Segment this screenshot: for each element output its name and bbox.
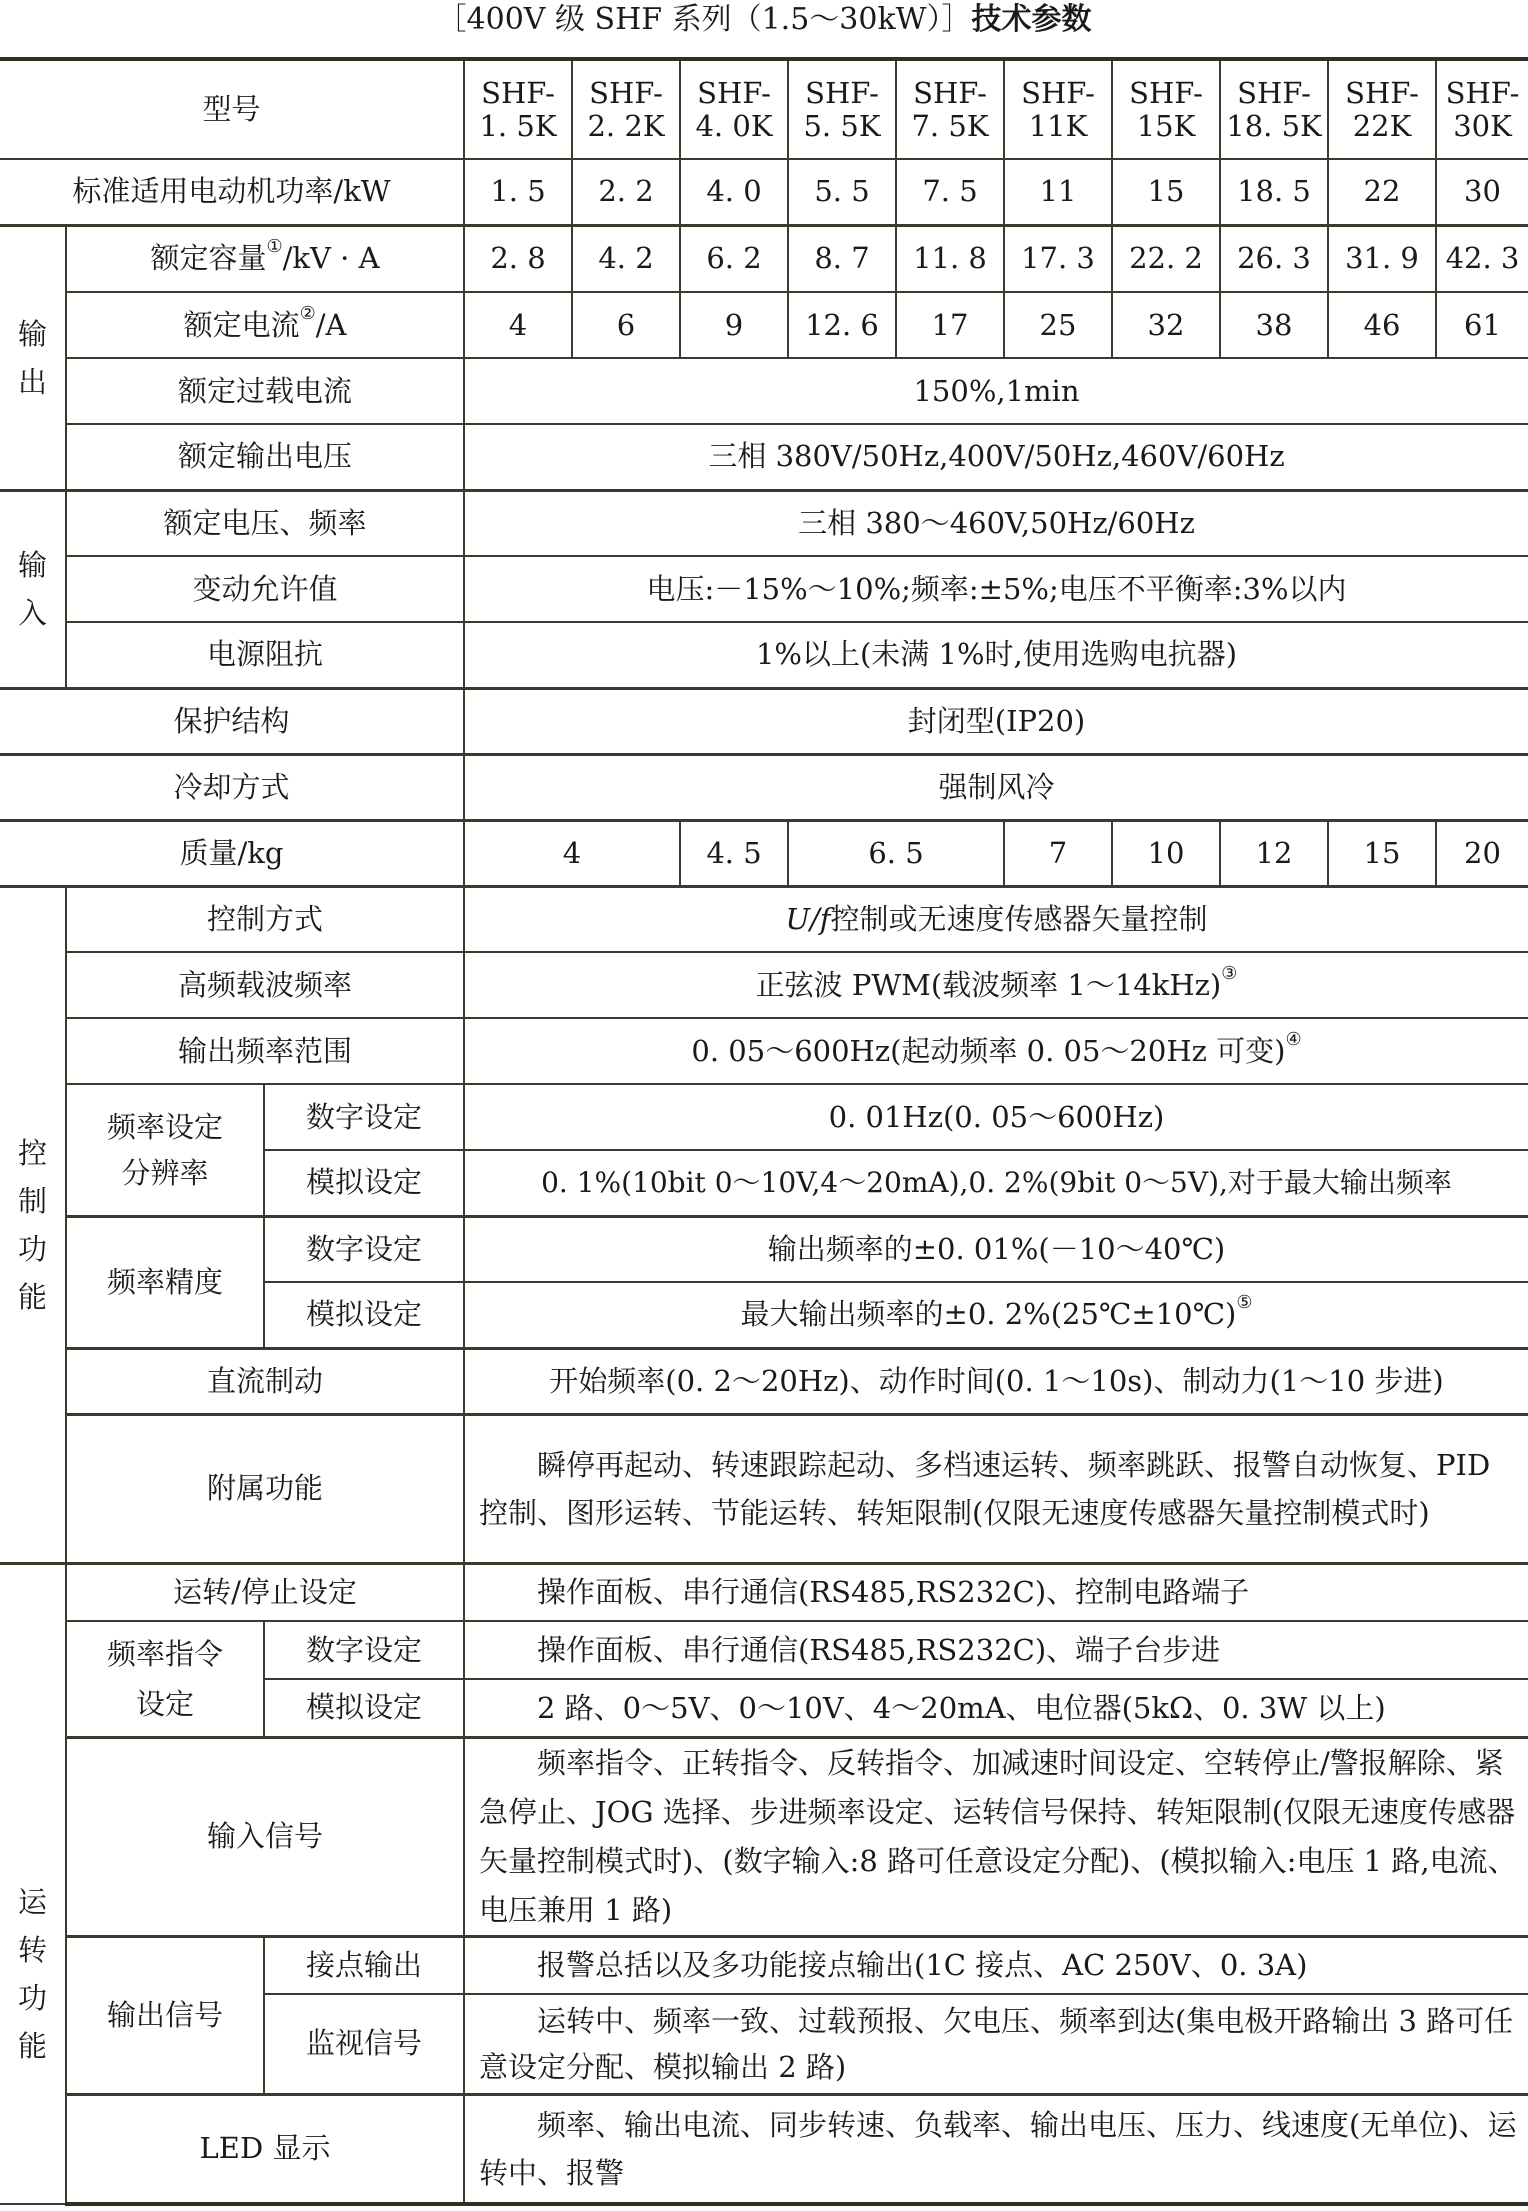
value-cell: 42. 3 — [1436, 225, 1528, 292]
protection-value: 封闭型(IP20) — [464, 688, 1528, 754]
footnote-marker: ⑤ — [1236, 1292, 1253, 1314]
row-output-voltage — [0, 424, 1528, 490]
row-input-tolerance — [0, 556, 1528, 622]
row-led — [0, 2094, 1528, 2204]
value-cell: 46 — [1328, 292, 1436, 358]
value-cell: 17 — [896, 292, 1004, 358]
model-cell: SHF- 4. 0K — [680, 59, 788, 159]
carrier-label: 高频载波频率 — [66, 952, 464, 1018]
resolution-digital-label: 数字设定 — [264, 1084, 464, 1150]
extra-functions-label: 附属功能 — [66, 1414, 464, 1563]
carrier-value: 正弦波 PWM(载波频率 1～14kHz)③ — [464, 952, 1528, 1018]
control-method-label: 控制方式 — [66, 886, 464, 952]
input-tolerance-label: 变动允许值 — [66, 556, 464, 622]
output-contact-label: 接点输出 — [264, 1936, 464, 1994]
row-overload — [0, 358, 1528, 424]
value-cell: 4. 0 — [680, 159, 788, 225]
row-accuracy-digital — [0, 1216, 1528, 1282]
value-cell: 12. 6 — [788, 292, 896, 358]
footnote-marker: ④ — [1285, 1028, 1302, 1050]
value-cell: 4 — [464, 292, 572, 358]
group-operation: 运 转 功 能 — [0, 1563, 66, 2204]
mass-label: 质量/kg — [0, 820, 464, 886]
overload-value: 150%,1min — [464, 358, 1528, 424]
accuracy-analog-label: 模拟设定 — [264, 1282, 464, 1348]
value-cell: 15 — [1328, 820, 1436, 886]
value-cell: 38 — [1220, 292, 1328, 358]
value-cell: 2. 8 — [464, 225, 572, 292]
value-cell: 22 — [1328, 159, 1436, 225]
run-stop-value: 操作面板、串行通信(RS485,RS232C)、控制电路端子 — [464, 1563, 1528, 1621]
value-cell: 11. 8 — [896, 225, 1004, 292]
value-cell: 4. 2 — [572, 225, 680, 292]
footnote-marker: ③ — [1221, 962, 1238, 984]
row-motor-power — [0, 159, 1528, 225]
output-signal-label: 输出信号 — [66, 1936, 264, 2094]
row-carrier — [0, 952, 1528, 1018]
value-cell: 17. 3 — [1004, 225, 1112, 292]
accuracy-digital-label: 数字设定 — [264, 1216, 464, 1282]
row-cooling — [0, 754, 1528, 820]
freq-cmd-label: 频率指令 设定 — [66, 1621, 264, 1737]
footnote-marker: ① — [266, 236, 283, 258]
input-impedance-value: 1%以上(未满 1%时,使用选购电抗器) — [464, 622, 1528, 688]
input-rated-label: 额定电压、频率 — [66, 490, 464, 556]
freq-range-label: 输出频率范围 — [66, 1018, 464, 1084]
row-run-stop — [0, 1563, 1528, 1621]
model-cell: SHF- 18. 5K — [1220, 59, 1328, 159]
dc-brake-value: 开始频率(0. 2～20Hz)、动作时间(0. 1～10s)、制动力(1～10 步进) — [464, 1348, 1528, 1414]
model-cell: SHF- 30K — [1436, 59, 1528, 159]
row-protection — [0, 688, 1528, 754]
value-cell: 15 — [1112, 159, 1220, 225]
value-cell: 6. 2 — [680, 225, 788, 292]
output-monitor-label: 监视信号 — [264, 1994, 464, 2094]
value-cell: 31. 9 — [1328, 225, 1436, 292]
value-cell: 32 — [1112, 292, 1220, 358]
led-label: LED 显示 — [66, 2094, 464, 2204]
group-control: 控 制 功 能 — [0, 886, 66, 1563]
control-method-value: U/f控制或无速度传感器矢量控制 — [464, 886, 1528, 952]
title-main: ［400V 级 SHF 系列（1.5～30kW）］ — [436, 2, 972, 37]
group-input: 输 入 — [0, 490, 66, 688]
accuracy-label: 频率精度 — [66, 1216, 264, 1348]
output-voltage-label: 额定输出电压 — [66, 424, 464, 490]
spec-table — [0, 57, 1528, 2206]
model-cell: SHF- 1. 5K — [464, 59, 572, 159]
row-extra-functions — [0, 1414, 1528, 1563]
accuracy-analog-value: 最大输出频率的±0. 2%(25℃±10℃)⑤ — [464, 1282, 1528, 1348]
model-cell: SHF- 11K — [1004, 59, 1112, 159]
input-rated-value: 三相 380～460V,50Hz/60Hz — [464, 490, 1528, 556]
value-cell: 30 — [1436, 159, 1528, 225]
value-cell: 6. 5 — [788, 820, 1004, 886]
output-voltage-value: 三相 380V/50Hz,400V/50Hz,460V/60Hz — [464, 424, 1528, 490]
value-cell: 5. 5 — [788, 159, 896, 225]
value-cell: 9 — [680, 292, 788, 358]
value-cell: 18. 5 — [1220, 159, 1328, 225]
group-output: 输 出 — [0, 225, 66, 490]
value-cell: 7. 5 — [896, 159, 1004, 225]
row-input-signal — [0, 1737, 1528, 1936]
accuracy-digital-value: 输出频率的±0. 01%(－10～40℃) — [464, 1216, 1528, 1282]
value-cell: 2. 2 — [572, 159, 680, 225]
model-cell: SHF- 7. 5K — [896, 59, 1004, 159]
value-cell: 7 — [1004, 820, 1112, 886]
page-title — [0, 0, 1528, 56]
input-impedance-label: 电源阻抗 — [66, 622, 464, 688]
value-cell: 12 — [1220, 820, 1328, 886]
resolution-digital-value: 0. 01Hz(0. 05～600Hz) — [464, 1084, 1528, 1150]
value-cell: 20 — [1436, 820, 1528, 886]
protection-label: 保护结构 — [0, 688, 464, 754]
row-resolution-digital — [0, 1084, 1528, 1150]
row-freq-cmd-digital — [0, 1621, 1528, 1679]
title-bold: 技术参数 — [971, 2, 1092, 37]
model-label: 型号 — [0, 59, 464, 159]
current-label: 额定电流②/A — [66, 292, 464, 358]
input-signal-value: 频率指令、正转指令、反转指令、加减速时间设定、空转停止/警报解除、紧急停止、JOG 选择、步进频率设定、运转信号保持、转矩限制(仅限无速度传感器矢量控制模式时)、(数字输入:8 路可任意设定分配)、(模拟输入:电压 1 路,电流、电压兼用 1 路) — [464, 1737, 1528, 1936]
value-cell: 26. 3 — [1220, 225, 1328, 292]
input-signal-label: 输入信号 — [66, 1737, 464, 1936]
resolution-analog-label: 模拟设定 — [264, 1150, 464, 1216]
capacity-label: 额定容量①/kV · A — [66, 225, 464, 292]
footnote-marker: ② — [299, 302, 316, 324]
dc-brake-label: 直流制动 — [66, 1348, 464, 1414]
row-input-rated — [0, 490, 1528, 556]
value-cell: 10 — [1112, 820, 1220, 886]
run-stop-label: 运转/停止设定 — [66, 1563, 464, 1621]
input-tolerance-value: 电压:－15%～10%;频率:±5%;电压不平衡率:3%以内 — [464, 556, 1528, 622]
freq-cmd-analog-label: 模拟设定 — [264, 1679, 464, 1737]
model-cell: SHF- 15K — [1112, 59, 1220, 159]
freq-cmd-analog-value: 2 路、0～5V、0～10V、4～20mA、电位器(5kΩ、0. 3W 以上) — [464, 1679, 1528, 1737]
value-cell: 1. 5 — [464, 159, 572, 225]
value-cell: 25 — [1004, 292, 1112, 358]
value-cell: 4. 5 — [680, 820, 788, 886]
row-model — [0, 59, 1528, 159]
value-cell: 4 — [464, 820, 680, 886]
model-cell: SHF- 2. 2K — [572, 59, 680, 159]
model-cell: SHF- 5. 5K — [788, 59, 896, 159]
value-cell: 22. 2 — [1112, 225, 1220, 292]
row-output-contact — [0, 1936, 1528, 1994]
motor-power-label: 标准适用电动机功率/kW — [0, 159, 464, 225]
led-value: 频率、输出电流、同步转速、负载率、输出电压、压力、线速度(无单位)、运转中、报警 — [464, 2094, 1528, 2204]
freq-cmd-digital-label: 数字设定 — [264, 1621, 464, 1679]
value-cell: 61 — [1436, 292, 1528, 358]
row-dc-brake — [0, 1348, 1528, 1414]
output-contact-value: 报警总括以及多功能接点输出(1C 接点、AC 250V、0. 3A) — [464, 1936, 1528, 1994]
resolution-analog-value: 0. 1%(10bit 0～10V,4～20mA),0. 2%(9bit 0～5V),对于最大输出频率 — [464, 1150, 1528, 1216]
row-freq-range — [0, 1018, 1528, 1084]
freq-cmd-digital-value: 操作面板、串行通信(RS485,RS232C)、端子台步进 — [464, 1621, 1528, 1679]
value-cell: 8. 7 — [788, 225, 896, 292]
value-cell: 6 — [572, 292, 680, 358]
row-control-method — [0, 886, 1528, 952]
row-input-impedance — [0, 622, 1528, 688]
extra-functions-value: 瞬停再起动、转速跟踪起动、多档速运转、频率跳跃、报警自动恢复、PID 控制、图形运转、节能运转、转矩限制(仅限无速度传感器矢量控制模式时) — [464, 1414, 1528, 1563]
row-mass — [0, 820, 1528, 886]
overload-label: 额定过载电流 — [66, 358, 464, 424]
model-cell: SHF- 22K — [1328, 59, 1436, 159]
row-capacity — [0, 225, 1528, 292]
resolution-label: 频率设定 分辨率 — [66, 1084, 264, 1216]
row-current — [0, 292, 1528, 358]
freq-range-value: 0. 05～600Hz(起动频率 0. 05～20Hz 可变)④ — [464, 1018, 1528, 1084]
cooling-label: 冷却方式 — [0, 754, 464, 820]
cooling-value: 强制风冷 — [464, 754, 1528, 820]
value-cell: 11 — [1004, 159, 1112, 225]
output-monitor-value: 运转中、频率一致、过载预报、欠电压、频率到达(集电极开路输出 3 路可任意设定分配、模拟输出 2 路) — [464, 1994, 1528, 2094]
